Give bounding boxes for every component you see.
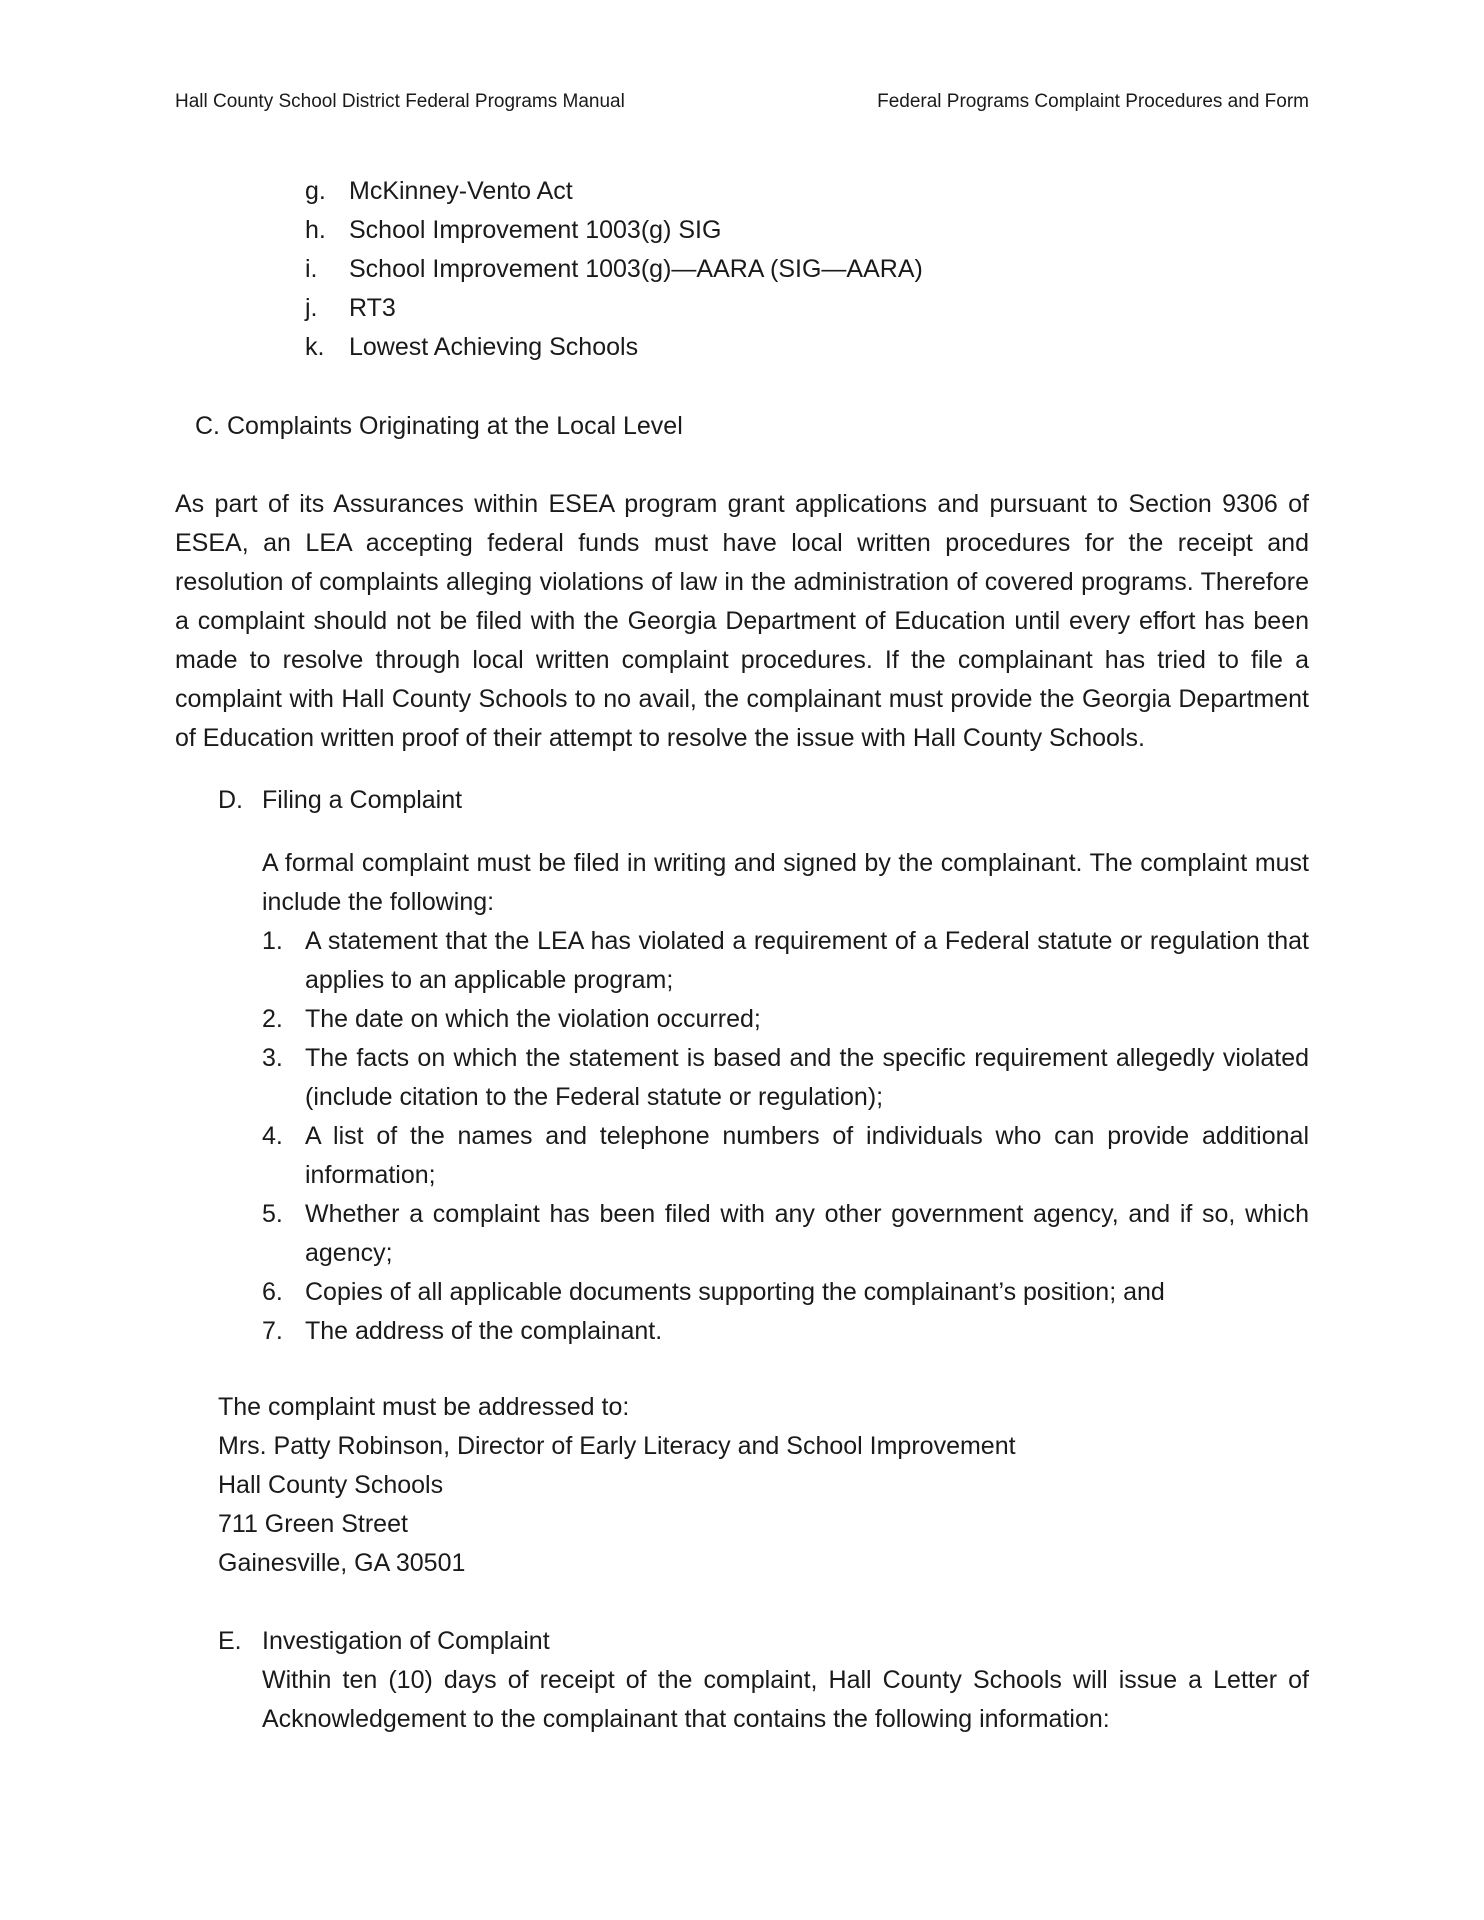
list-marker: k. — [305, 333, 325, 361]
list-marker: 2. — [262, 1005, 283, 1033]
list-item-text: Whether a complaint has been filed with any other government agency, and if so, which agency; — [305, 1200, 1309, 1267]
list-marker: 7. — [262, 1317, 283, 1345]
section-marker: D. — [218, 786, 243, 814]
list-marker: h. — [305, 216, 326, 244]
list-item-text: School Improvement 1003(g) SIG — [349, 216, 722, 244]
section-d-heading — [218, 781, 462, 820]
list-item — [262, 922, 1309, 1000]
list-item — [262, 1039, 1309, 1117]
address-line: 711 Green Street — [218, 1510, 408, 1538]
list-marker: 6. — [262, 1278, 283, 1306]
list-item — [262, 1117, 1309, 1195]
list-item-text: Copies of all applicable documents supporting the complainant’s position; and — [305, 1278, 1165, 1306]
address-intro: The complaint must be addressed to: — [218, 1393, 630, 1421]
section-marker: E. — [218, 1627, 242, 1655]
list-item — [262, 1273, 1309, 1312]
list-marker: 5. — [262, 1200, 283, 1228]
list-item-text: A list of the names and telephone numbers of individuals who can provide additional information; — [305, 1122, 1309, 1189]
list-item-text: The address of the complainant. — [305, 1317, 663, 1345]
address-line: Mrs. Patty Robinson, Director of Early Literacy and School Improvement — [218, 1432, 1016, 1460]
section-e-paragraph: Within ten (10) days of receipt of the complaint, Hall County Schools will issue a Letter of Acknowledgement to the complainant that contains the following information: — [262, 1666, 1309, 1733]
section-c-paragraph: As part of its Assurances within ESEA program grant applications and pursuant to Section 9306 of ESEA, an LEA accepting federal funds must have local written procedures for the receipt and resolution of complaints alleging violations of law in the administration of covered programs. Therefore a complaint should not be filed with the Georgia Department of Education until every effort has been made to resolve through local written complaint procedures. If the complainant has tried to file a complaint with Hall County Schools to no avail, the complainant must provide the Georgia Department of Education written proof of their attempt to resolve the issue with Hall County Schools. — [175, 490, 1309, 752]
section-title: Investigation of Complaint — [262, 1627, 550, 1655]
list-marker: g. — [305, 177, 326, 205]
section-c-heading: C. Complaints Originating at the Local Level — [195, 412, 683, 440]
list-marker: i. — [305, 255, 318, 283]
list-marker: j. — [305, 294, 318, 322]
section-e-heading — [218, 1622, 550, 1661]
list-marker: 4. — [262, 1122, 283, 1150]
list-item-text: Lowest Achieving Schools — [349, 333, 639, 361]
list-item-text: The facts on which the statement is based and the specific requirement allegedly violated (include citation to the Federal statute or regulation); — [305, 1044, 1309, 1111]
list-item-text: The date on which the violation occurred; — [305, 1005, 761, 1033]
list-item-text: School Improvement 1003(g)—AARA (SIG—AARA) — [349, 255, 923, 283]
list-item — [262, 1312, 1309, 1351]
list-item-text: RT3 — [349, 294, 396, 322]
header-manual-title: Hall County School District Federal Programs Manual — [175, 91, 625, 112]
list-marker: 3. — [262, 1044, 283, 1072]
list-item — [262, 1195, 1309, 1273]
address-line: Gainesville, GA 30501 — [218, 1549, 466, 1577]
mailing-address — [218, 1388, 1016, 1583]
section-d-intro: A formal complaint must be filed in writing and signed by the complainant. The complaint must include the following: — [262, 849, 1309, 916]
list-item — [262, 1000, 1309, 1039]
list-item-text: McKinney-Vento Act — [349, 177, 573, 205]
list-item-text: A statement that the LEA has violated a requirement of a Federal statute or regulation that applies to an applicable program; — [305, 927, 1309, 994]
requirements-list — [262, 922, 1309, 1351]
section-title: Filing a Complaint — [262, 786, 463, 814]
list-marker: 1. — [262, 927, 283, 955]
address-line: Hall County Schools — [218, 1471, 444, 1499]
header-section-title: Federal Programs Complaint Procedures and Form — [877, 91, 1309, 112]
